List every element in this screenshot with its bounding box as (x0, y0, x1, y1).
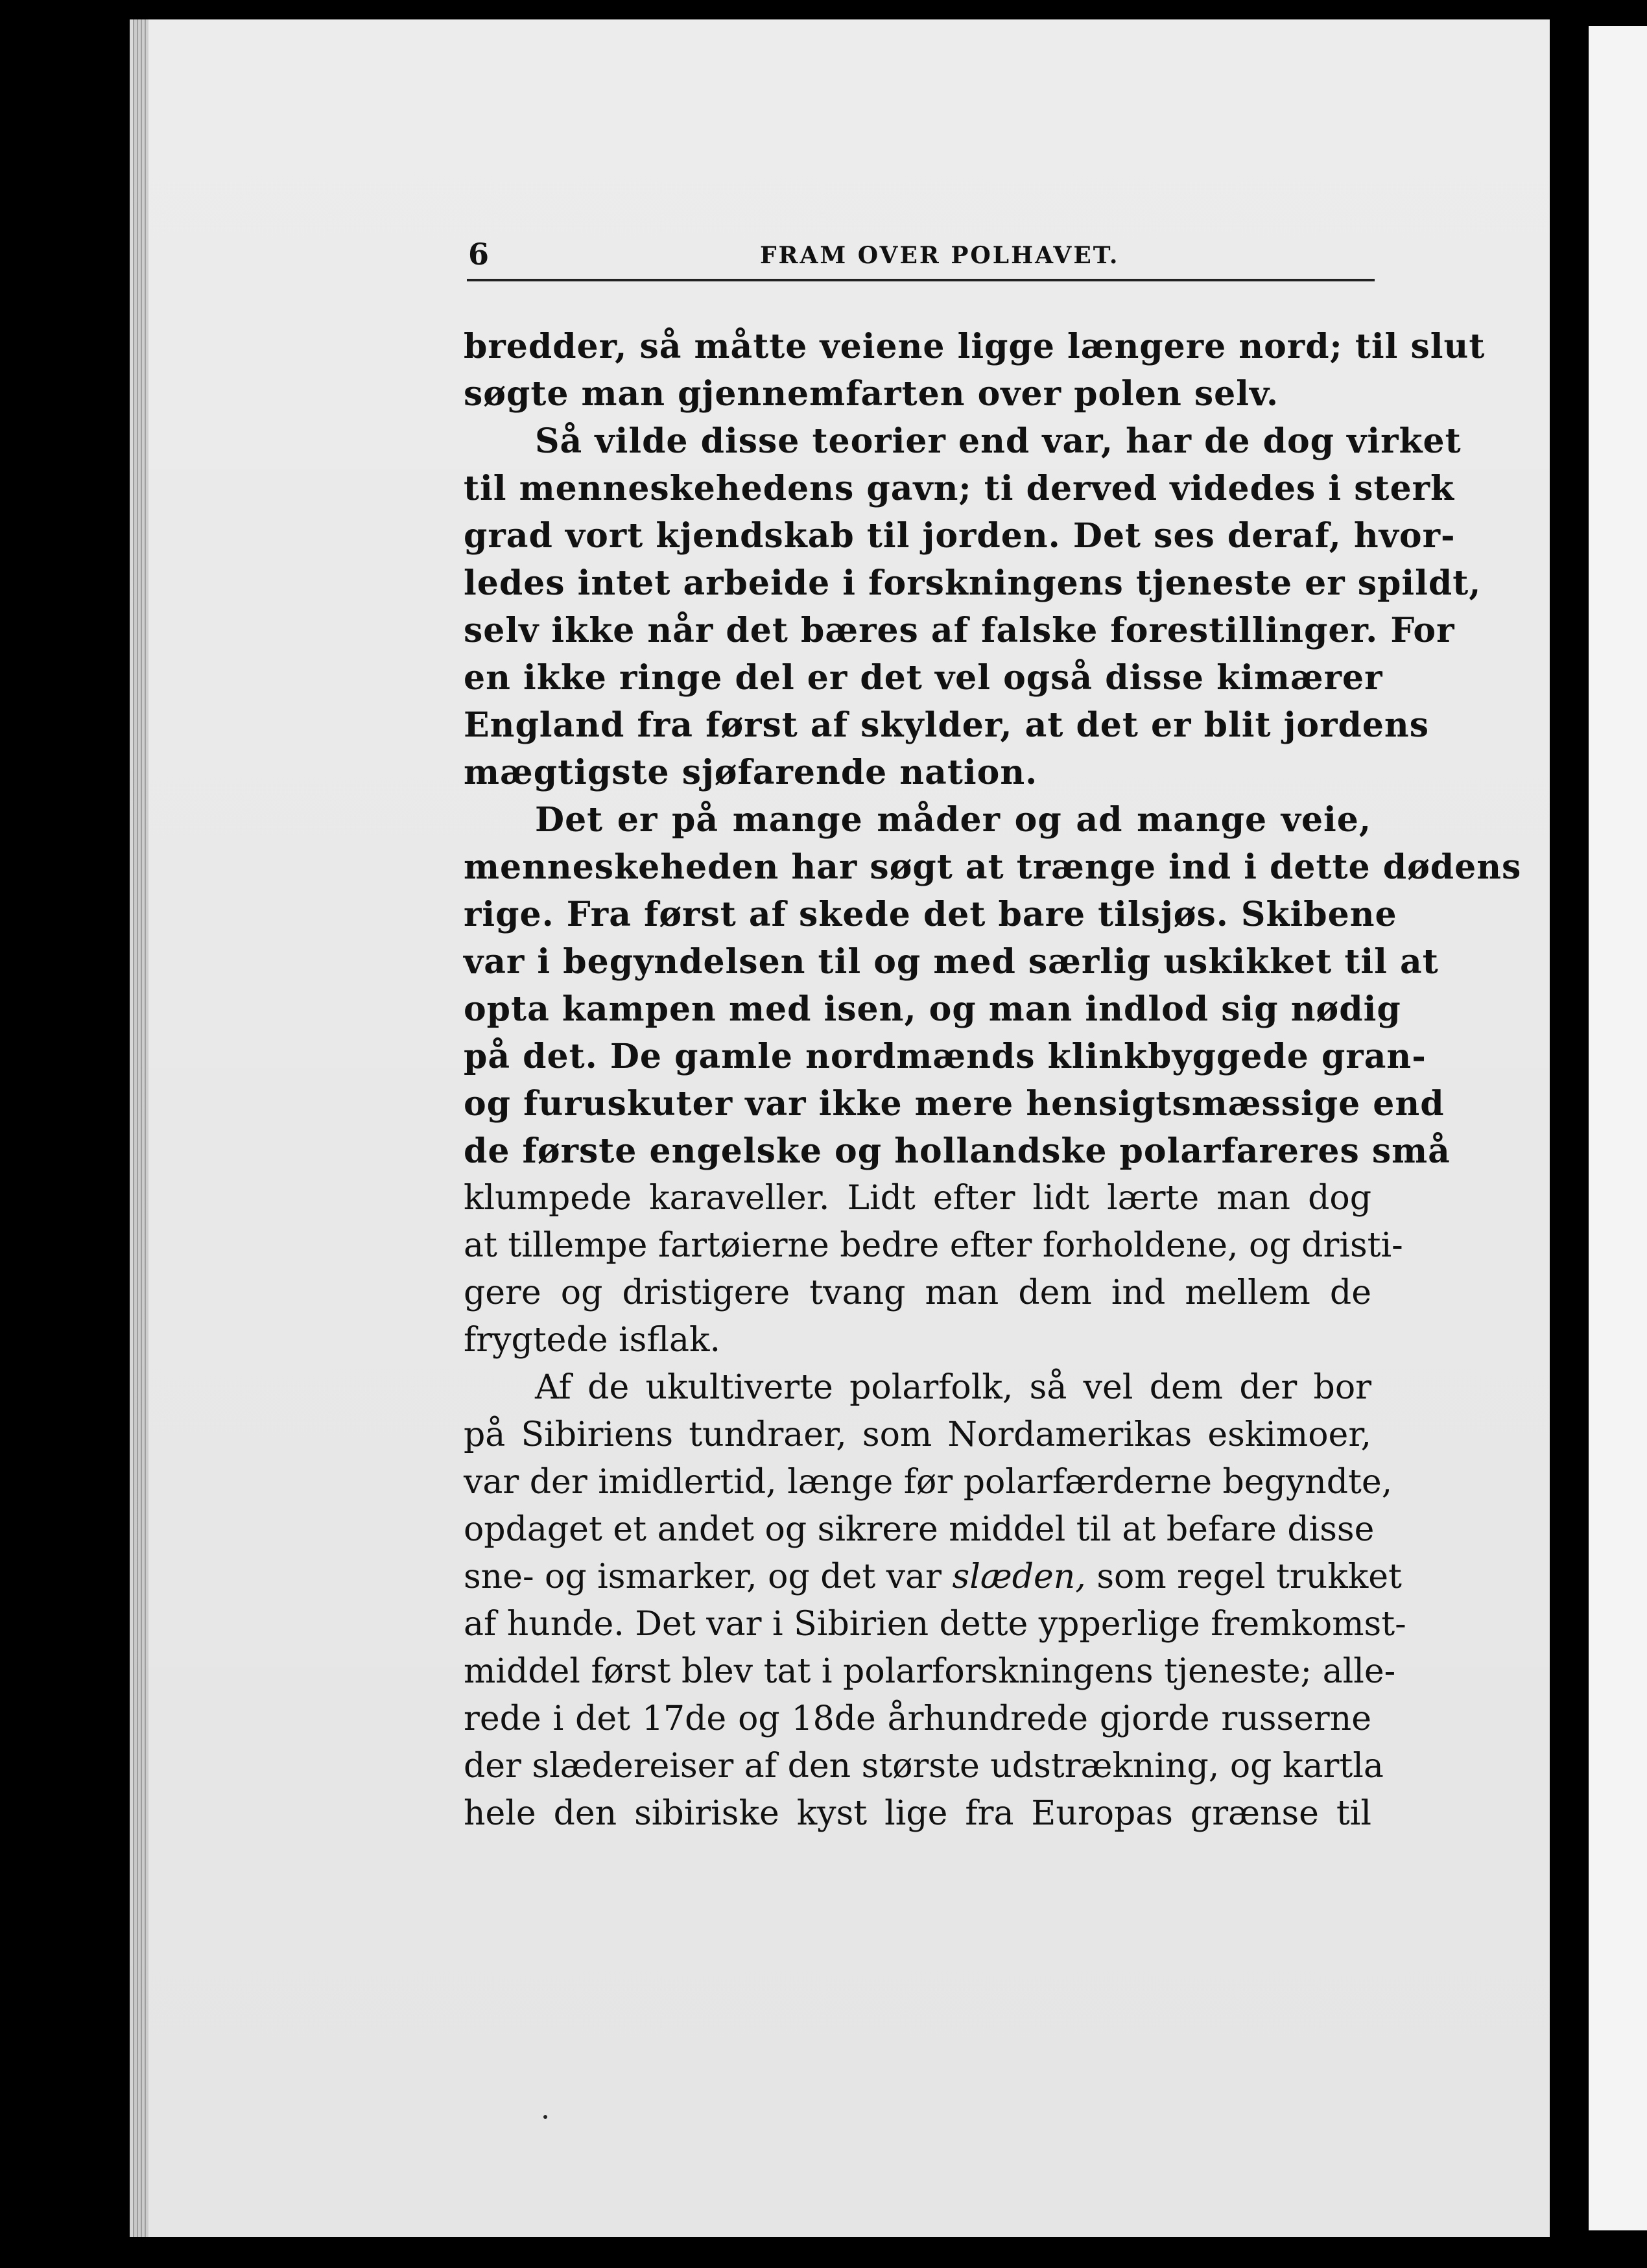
italic-word: slæden, (952, 1557, 1086, 1596)
text-line: Af de ukultiverte polarfolk, så vel dem der bor (535, 1368, 1371, 1407)
text-line: England fra først af skylder, at det er blit jordens (464, 705, 1430, 745)
text-line: rige. Fra først af skede det bare tilsjøs. Skibene (464, 895, 1397, 934)
text-line: middel først blev tat i polarforskningens tjeneste; alle- (464, 1652, 1396, 1691)
text-line: gere og dristigere tvang man dem ind mellem de (464, 1273, 1371, 1312)
text-line: at tillempe fartøierne bedre efter forholdene, og dristi- (464, 1226, 1403, 1265)
text-line: søgte man gjennemfarten over polen selv. (464, 374, 1279, 414)
body-text (464, 323, 1522, 1837)
text-line: sne- og ismarker, og det var slæden, som regel trukket (464, 1557, 1402, 1596)
facing-page-edge (1589, 26, 1647, 2230)
text-line: frygtede isflak. (464, 1321, 721, 1360)
binding-gutter (133, 19, 148, 2237)
text-line: var der imidlertid, længe før polarfærderne begyndte, (464, 1463, 1393, 1502)
text-line: ledes intet arbeide i forskningens tjeneste er spildt, (464, 563, 1482, 603)
text-line: hele den sibiriske kyst lige fra Europas grænse til (464, 1794, 1371, 1833)
text-line: de første engelske og hollandske polarfareres små (464, 1131, 1451, 1171)
text-line: til menneskehedens gavn; ti derved videdes i sterk (464, 469, 1455, 508)
text-line: opdaget et andet og sikrere middel til at befare disse (464, 1510, 1375, 1549)
text-line: grad vort kjendskab til jorden. Det ses deraf, hvor- (464, 516, 1456, 556)
running-head: FRAM OVER POLHAVET. (760, 242, 1120, 269)
page-number: 6 (468, 237, 490, 272)
text-line: bredder, så måtte veiene ligge længere nord; til slut (464, 327, 1486, 366)
text-line: klumpede karaveller. Lidt efter lidt lærte man dog (464, 1179, 1371, 1218)
text-line: selv ikke når det bæres af falske forestillinger. For (464, 611, 1455, 650)
text-line: opta kampen med isen, og man indlod sig nødig (464, 989, 1401, 1029)
text-line: på det. De gamle nordmænds klinkbyggede gran- (464, 1037, 1427, 1076)
text-line: en ikke ringe del er det vel også disse kimærer (464, 658, 1383, 698)
header-rule (467, 279, 1375, 281)
text-line: der slædereiser af den største udstrækning, og kartla (464, 1747, 1384, 1786)
text-line: Så vilde disse teorier end var, har de dog virket (535, 421, 1462, 461)
speck-mark (543, 2115, 547, 2119)
text-line: rede i det 17de og 18de århundrede gjorde russerne (464, 1699, 1371, 1738)
text-line: mægtigste sjøfarende nation. (464, 753, 1038, 792)
text-line: og furuskuter var ikke mere hensigtsmæssige end (464, 1084, 1445, 1124)
page-header (468, 237, 1376, 276)
text-line: var i begyndelsen til og med særlig uskikket til at (464, 942, 1439, 982)
text-line: på Sibiriens tundraer, som Nordamerikas eskimoer, (464, 1415, 1371, 1454)
text-line: af hunde. Det var i Sibirien dette ypperlige fremkomst- (464, 1605, 1406, 1644)
text-line: Det er på mange måder og ad mange veie, (535, 800, 1371, 840)
text-line: menneskeheden har søgt at trænge ind i dette dødens (464, 847, 1522, 887)
